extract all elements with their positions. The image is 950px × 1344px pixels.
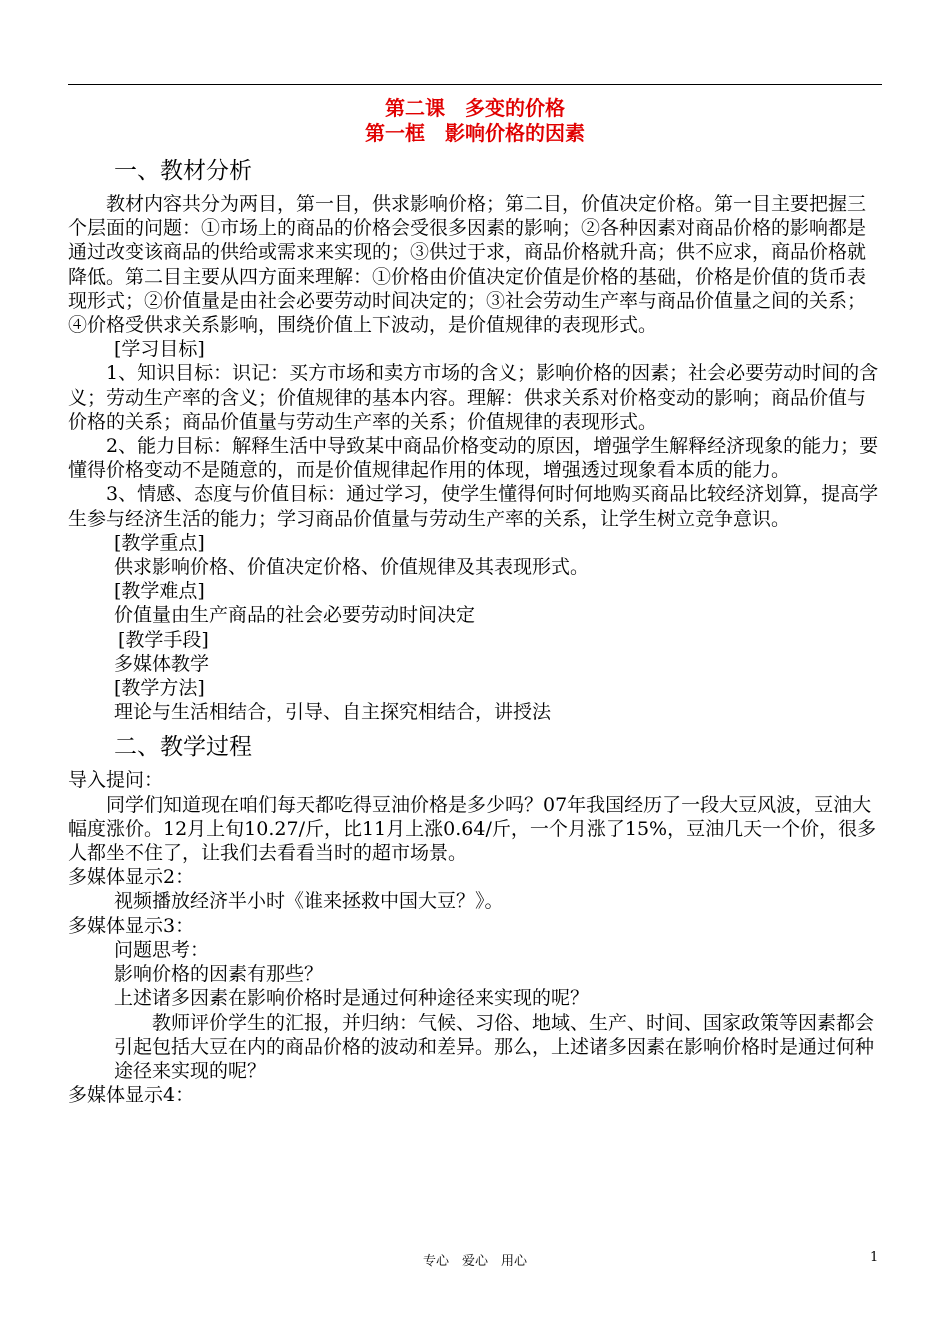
emotion-goal: 3、情感、态度与价值目标：通过学习，使学生懂得何时何地购买商品比较经济划算，提高学生参与经济生活的能力；学习商品价值量与劳动生产率的关系，让学生树立竞争意识。	[68, 483, 879, 530]
question-1: 影响价格的因素有那些？	[114, 963, 324, 986]
multimedia-display-2-label: 多媒体显示2：	[68, 866, 195, 889]
title-block	[68, 96, 882, 146]
document-body	[68, 154, 882, 1107]
intro-question-label: 导入提问：	[68, 769, 164, 792]
multimedia-display-2-text: 视频播放经济半小时《谁来拯救中国大豆？》。	[114, 890, 504, 913]
header-rule	[68, 84, 882, 85]
multimedia-display-4-label: 多媒体显示4：	[68, 1084, 195, 1107]
means-text: 多媒体教学	[114, 652, 210, 675]
intro-question-text: 同学们知道现在咱们每天都吃得豆油价格是多少吗？07年我国经历了一段大豆风波，豆油大幅度涨价。12月上旬10.27/斤，比11月上涨0.64/斤，一个月涨了15%，豆油几天一个价，很多人都坐不住了，让我们去看看当时的超市场景。	[68, 793, 877, 865]
knowledge-goal: 1、知识目标：识记：买方市场和卖方市场的含义；影响价格的因素；社会必要劳动时间的含义；劳动生产率的含义；价值规律的基本内容。理解：供求关系对价格变动的影响；商品价值与价格的关系；商品价值量与劳动生产率的关系；价值规律的表现形式。	[68, 362, 879, 433]
difficulty-label: [教学难点]	[114, 580, 205, 603]
key-points-label: [教学重点]	[114, 531, 205, 554]
multimedia-display-3-label: 多媒体显示3：	[68, 914, 195, 937]
lesson-title: 第二课 多变的价格	[385, 96, 565, 120]
teacher-comment: 教师评价学生的汇报，并归纳：气候、习俗、地域、生产、时间、国家政策等因素都会引起包括大豆在内的商品价格的波动和差异。那么，上述诸多因素在影响价格时是通过何种途径来实现的呢？	[114, 1011, 875, 1082]
heading-textbook-analysis: 一、教材分析	[114, 158, 252, 184]
question-label: 问题思考：	[114, 938, 210, 961]
ability-goal: 2、能力目标：解释生活中导致某中商品价格变动的原因，增强学生解释经济现象的能力；要懂得价格变动不是随意的，而是价值规律起作用的体现，增强透过现象看本质的能力。	[68, 435, 879, 482]
method-text: 理论与生活相结合，引导、自主探究相结合，讲授法	[114, 701, 552, 724]
goals-label: [学习目标]	[114, 338, 205, 361]
heading-teaching-process: 二、教学过程	[114, 734, 252, 761]
method-label: [教学方法]	[114, 677, 205, 700]
section-title: 第一框 影响价格的因素	[365, 121, 585, 145]
footer-motto: 专心 爱心 用心	[422, 1254, 527, 1269]
difficulty-text: 价值量由生产商品的社会必要劳动时间决定	[114, 604, 476, 627]
analysis-paragraph: 教材内容共分为两目，第一目，供求影响价格；第二目，价值决定价格。第一目主要把握三个层面的问题：①市场上的商品的价格会受很多因素的影响；②各种因素对商品价格的影响都是通过改变该商品的供给或需求来实现的；③供过于求，商品价格就升高；供不应求，商品价格就降低。第二目主要从四方面来理解：①价格由价值决定价值是价格的基础，价格是价值的货币表现形式；②价值量是由社会必要劳动时间决定的；③社会劳动生产率与商品价值量之间的关系；④价格受供求关系影响，围绕价值上下波动，是价值规律的表现形式。	[68, 193, 867, 337]
page-number: 1	[870, 1250, 879, 1265]
question-2: 上述诸多因素在影响价格时是通过何种途径来实现的呢？	[114, 987, 590, 1010]
means-label: [教学手段]	[118, 628, 209, 651]
key-points-text: 供求影响价格、价值决定价格、价值规律及其表现形式。	[114, 556, 590, 579]
